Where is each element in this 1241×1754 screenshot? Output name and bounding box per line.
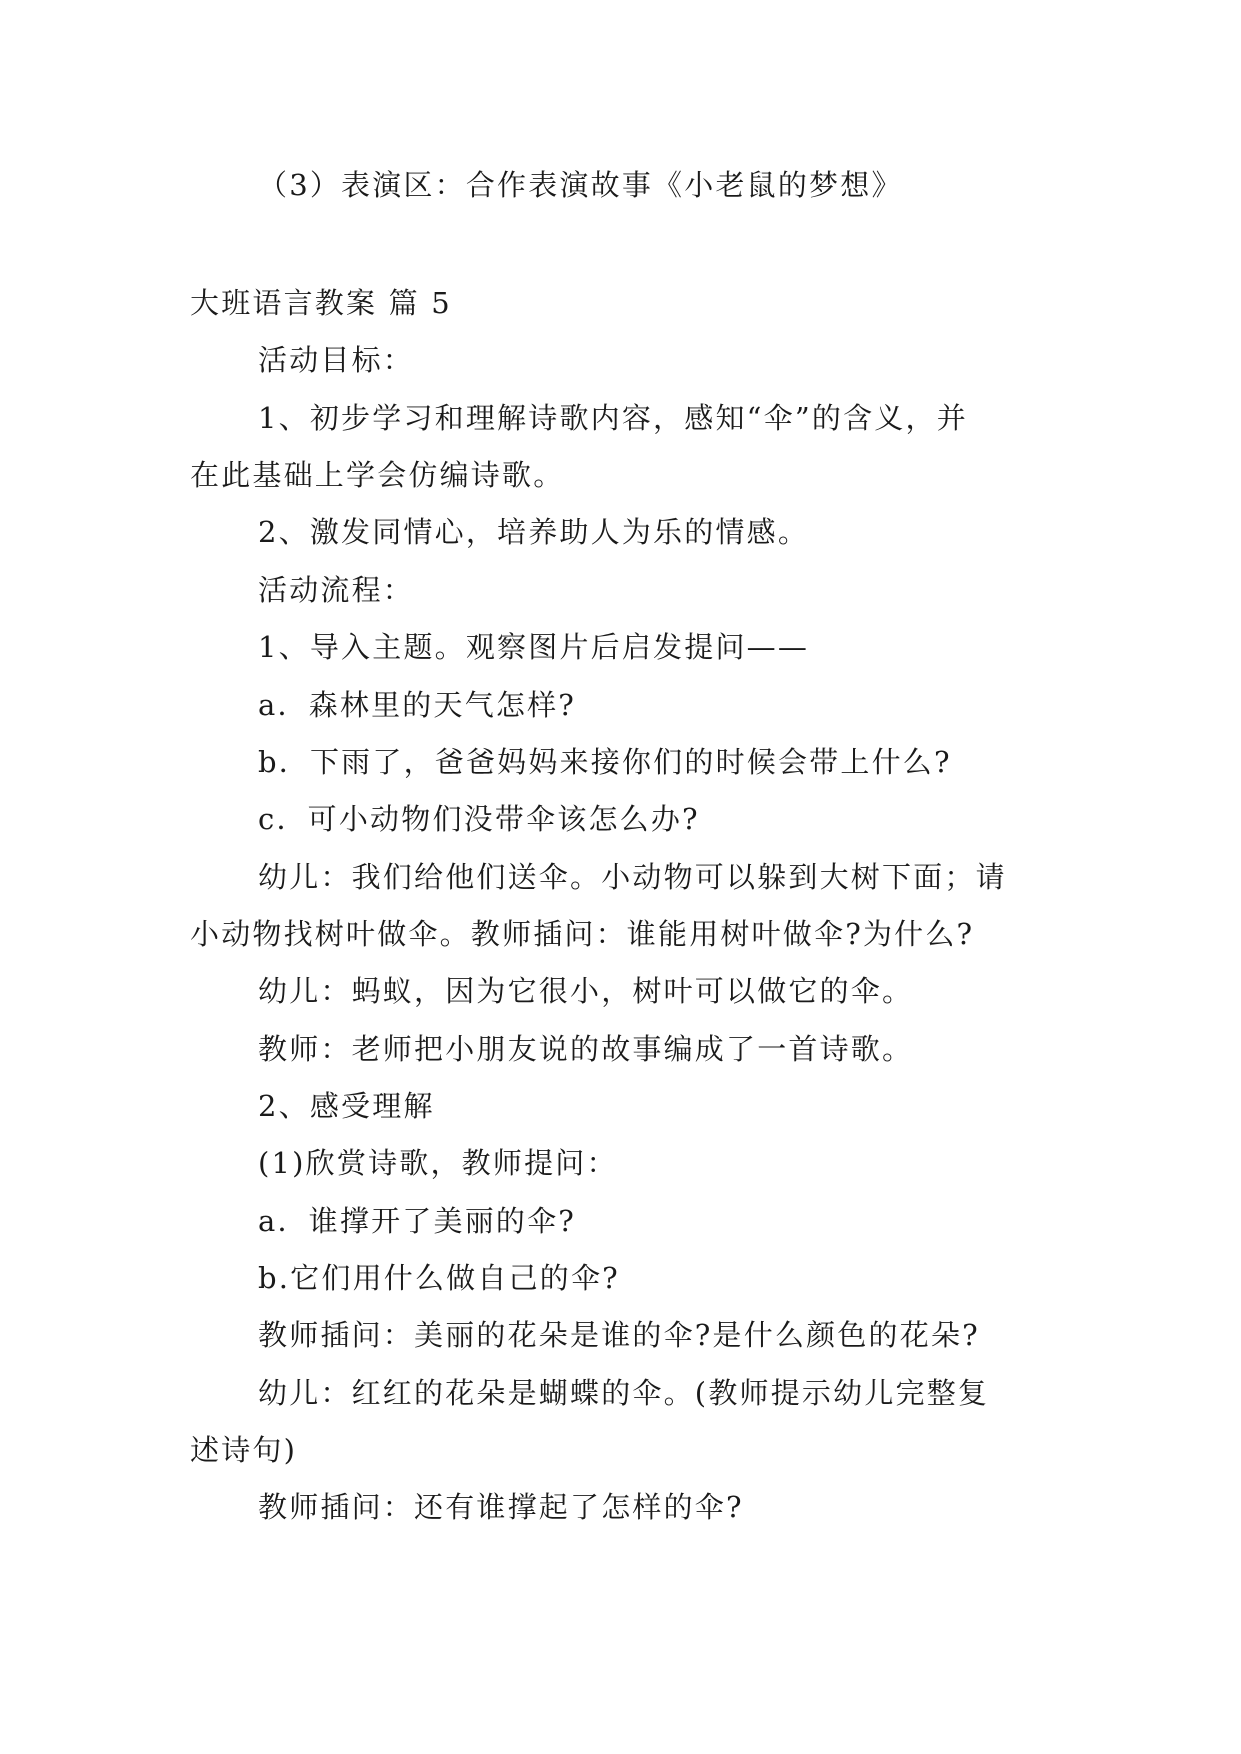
paragraph-question-b: b．下雨了，爸爸妈妈来接你们的时候会带上什么? — [258, 745, 952, 779]
paragraph-poem-question-a: a．谁撑开了美丽的伞? — [258, 1204, 577, 1238]
paragraph-poem-question-b: b.它们用什么做自己的伞? — [258, 1261, 620, 1295]
paragraph-question-c: c．可小动物们没带伞该怎么办? — [258, 802, 700, 836]
paragraph-process-heading: 活动流程： — [258, 573, 415, 607]
paragraph-question-a: a．森林里的天气怎样? — [258, 688, 577, 722]
paragraph-teacher-1: 教师：老师把小朋友说的故事编成了一首诗歌。 — [258, 1032, 914, 1066]
paragraph-performance-area: （3）表演区：合作表演故事《小老鼠的梦想》 — [258, 168, 903, 202]
paragraph-child-answer-3: 幼儿：红红的花朵是蝴蝶的伞。(教师提示幼儿完整复 — [258, 1376, 990, 1410]
paragraph-step-1: 1、导入主题。观察图片后启发提问—— — [258, 630, 810, 664]
paragraph-child-answer-3-cont: 述诗句) — [190, 1433, 298, 1467]
paragraph-teacher-2: 教师插问：美丽的花朵是谁的伞?是什么颜色的花朵? — [258, 1318, 980, 1352]
paragraph-substep-1: (1)欣赏诗歌，教师提问： — [258, 1146, 618, 1180]
paragraph-goals-heading: 活动目标： — [258, 343, 415, 377]
paragraph-goal-1: 1、初步学习和理解诗歌内容，感知“伞”的含义，并 — [258, 401, 968, 435]
section-heading: 大班语言教案 篇 5 — [190, 286, 452, 320]
paragraph-goal-1-cont: 在此基础上学会仿编诗歌。 — [190, 458, 565, 492]
paragraph-child-answer-2: 幼儿：蚂蚁，因为它很小，树叶可以做它的伞。 — [258, 974, 914, 1008]
paragraph-goal-2: 2、激发同情心，培养助人为乐的情感。 — [258, 515, 810, 549]
paragraph-child-answer-1: 幼儿：我们给他们送伞。小动物可以躲到大树下面；请 — [258, 860, 1007, 894]
paragraph-step-2: 2、感受理解 — [258, 1089, 435, 1123]
paragraph-child-answer-1-cont: 小动物找树叶做伞。教师插问：谁能用树叶做伞?为什么? — [190, 917, 975, 951]
paragraph-teacher-3: 教师插问：还有谁撑起了怎样的伞? — [258, 1490, 744, 1524]
